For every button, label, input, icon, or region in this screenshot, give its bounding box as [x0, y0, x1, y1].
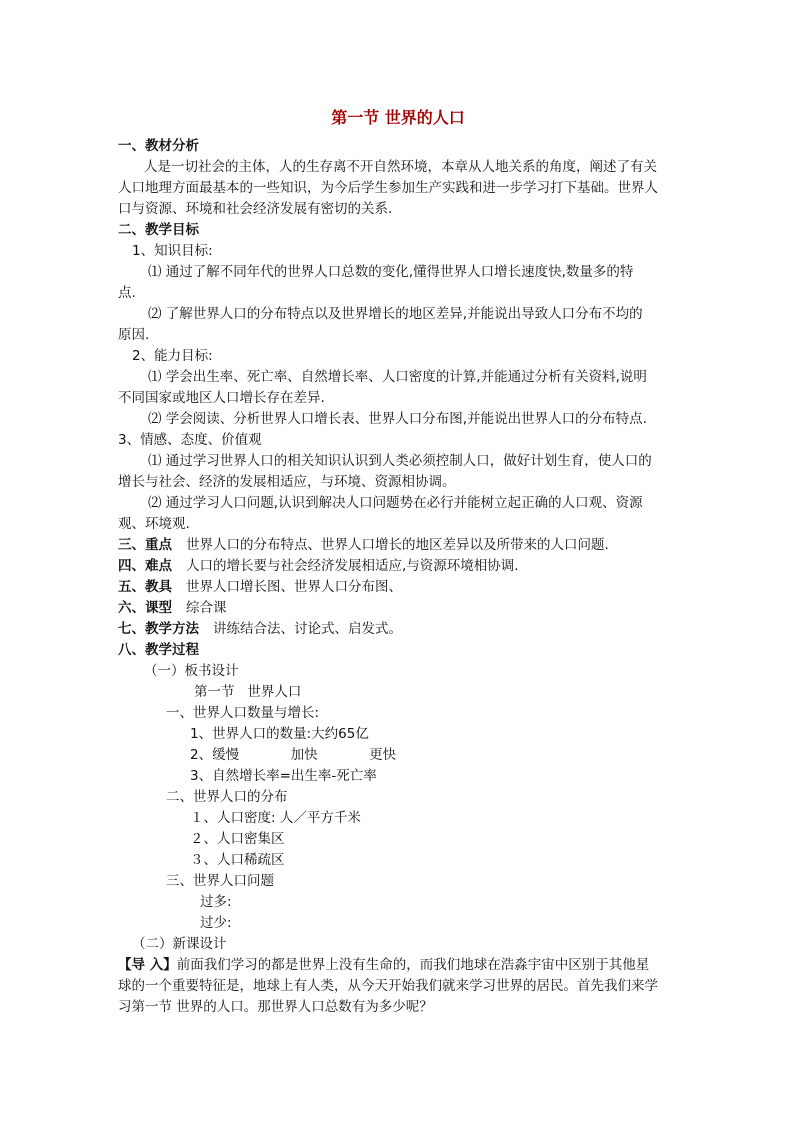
intro-line: 球的一个重要特征是，地球上有人类，从今天开始我们就来学习世界的居民。首先我们来学	[118, 978, 658, 994]
goal-item-continued: 观、环境观.	[118, 516, 190, 532]
board-subitem: １、人口密度: 人／平方千米	[190, 810, 361, 826]
board-item: 二、世界人口的分布	[166, 789, 288, 805]
intro-text: 前面我们学习的都是世界上没有生命的，而我们地球在浩淼宇宙中区别于其他星	[176, 957, 650, 973]
page-title: 第一节 世界的人口	[331, 108, 465, 127]
intro-line: 习第一节 世界的人口。那世界人口总数有为多少呢？	[118, 999, 433, 1015]
section-text: 世界人口增长图、世界人口分布图、	[186, 579, 402, 595]
goal-item: ⑴ 通过了解不同年代的世界人口总数的变化,懂得世界人口增长速度快,数量多的特	[148, 264, 634, 280]
section-text: 讲练结合法、讨论式、启发式。	[213, 621, 402, 637]
board-item: 三、世界人口问题	[166, 873, 274, 889]
subheading-ability-goals: 2、能力目标:	[132, 348, 213, 364]
board-subitem: 过多:	[200, 894, 232, 910]
section-heading-teaching-aids: 五、教具	[118, 579, 172, 595]
board-subitem: 过少:	[200, 915, 232, 931]
goal-item-continued: 点.	[118, 285, 136, 301]
board-subitem: ３、人口稀疏区	[190, 852, 285, 868]
section-heading-textbook-analysis: 一、教材分析	[118, 138, 199, 154]
section-heading-lesson-type: 六、课型	[118, 600, 172, 616]
intro-tag: 【导 入】	[118, 957, 177, 973]
goal-item-continued: 增长与社会、经济的发展相适应，与环境、资源相协调。	[118, 474, 456, 490]
section-teaching-methods	[118, 619, 678, 640]
section-text: 人口的增长要与社会经济发展相适应,与资源环境相协调.	[186, 558, 519, 574]
subheading-knowledge-goals: 1、知识目标:	[132, 243, 213, 259]
section-lesson-type	[118, 598, 678, 619]
section-heading-teaching-process: 八、教学过程	[118, 642, 199, 658]
section-key-points	[118, 535, 678, 556]
document-body	[118, 104, 678, 1018]
section-teaching-aids	[118, 577, 678, 598]
goal-item-continued: 不同国家或地区人口增长存在差异.	[118, 390, 325, 406]
board-subitem: ２、人口密集区	[190, 831, 285, 847]
section-heading-teaching-goals: 二、教学目标	[118, 222, 199, 238]
board-subitem: 3、自然增长率=出生率-死亡率	[190, 768, 377, 784]
subheading-board-design: （一）板书设计	[144, 663, 239, 679]
goal-item: ⑵ 学会阅读、分析世界人口增长表、世界人口分布图,并能说出世界人口的分布特点.	[148, 411, 647, 427]
section-difficulties	[118, 556, 678, 577]
paragraph-line: 口与资源、环境和社会经济发展有密切的关系.	[118, 201, 393, 217]
paragraph-line: 人是一切社会的主体，人的生存离不开自然环境，本章从人地关系的角度，阐述了有关	[144, 159, 657, 175]
goal-item: ⑵ 通过学习人口问题,认识到解决人口问题势在必行并能树立起正确的人口观、资源	[148, 495, 643, 511]
subheading-emotion-goals: 3、情感、态度、价值观	[118, 432, 262, 448]
section-heading-teaching-methods: 七、教学方法	[118, 621, 199, 637]
section-text: 综合课	[186, 600, 227, 616]
paragraph-line: 人口地理方面最基本的一些知识，为今后学生参加生产实践和进一步学习打下基础。世界人	[118, 180, 658, 196]
subheading-new-lesson-design: （二）新课设计	[132, 936, 227, 952]
goal-item: ⑴ 通过学习世界人口的相关知识认识到人类必须控制人口，做好计划生育，使人口的	[148, 453, 652, 469]
goal-item-continued: 原因.	[118, 327, 150, 343]
board-subitem: 2、缓慢 加快 更快	[190, 747, 397, 763]
board-title: 第一节 世界人口	[194, 684, 302, 700]
board-item: 一、世界人口数量与增长:	[166, 705, 320, 721]
board-subitem: 1、世界人口的数量:大约65亿	[190, 726, 369, 742]
section-heading-difficulties: 四、难点	[118, 558, 172, 574]
section-heading-key-points: 三、重点	[118, 537, 172, 553]
intro-line	[118, 955, 678, 976]
section-text: 世界人口的分布特点、世界人口增长的地区差异以及所带来的人口问题.	[186, 537, 609, 553]
goal-item: ⑴ 学会出生率、死亡率、自然增长率、人口密度的计算,并能通过分析有关资料,说明	[148, 369, 647, 385]
goal-item: ⑵ 了解世界人口的分布特点以及世界增长的地区差异,并能说出导致人口分布不均的	[148, 306, 643, 322]
